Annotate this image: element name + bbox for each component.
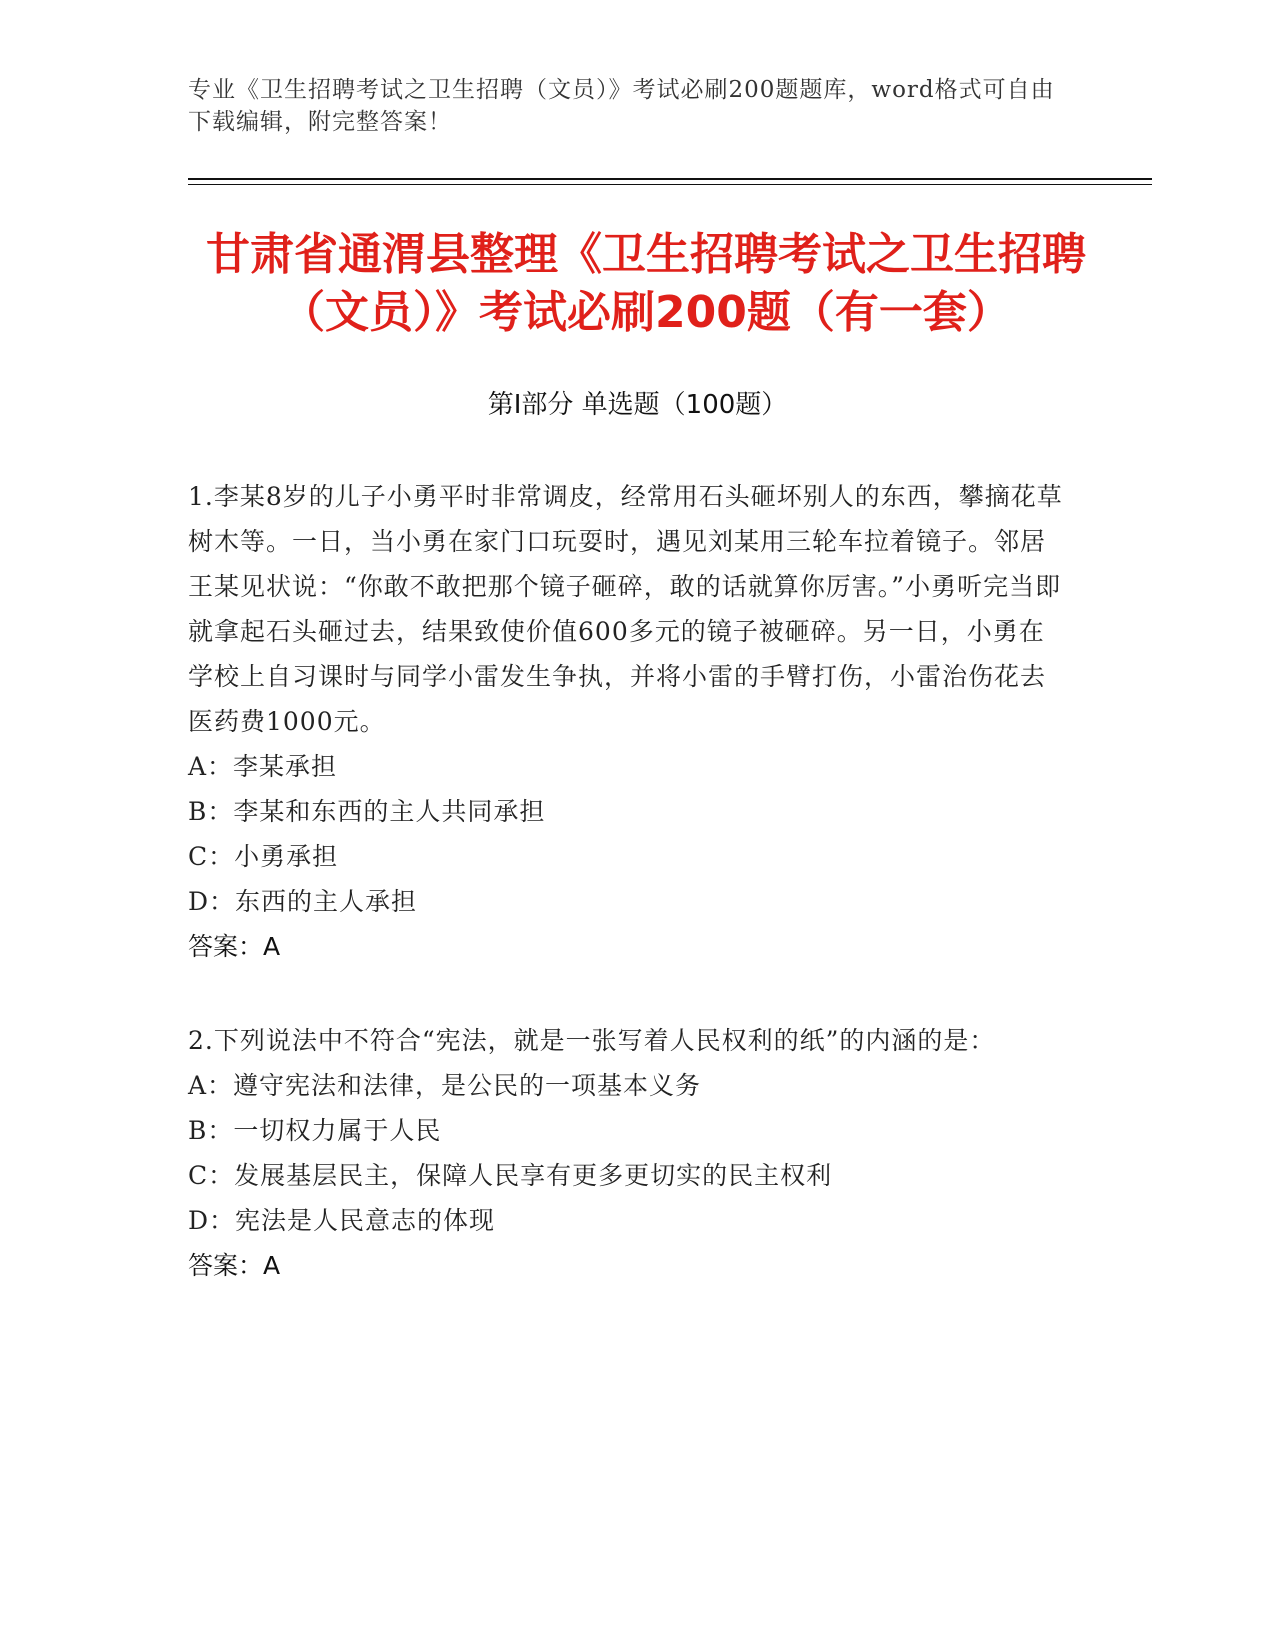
answer: 答案：A (188, 932, 281, 961)
option-c: C：小勇承担 (188, 842, 339, 871)
header-rule-thin (188, 184, 1152, 185)
section-heading: 第Ⅰ部分 单选题（100题） (487, 390, 788, 420)
question-1 (188, 474, 1064, 969)
question-2 (188, 1018, 1064, 1288)
document-title: 甘肃省通渭县整理《卫生招聘考试之卫生招聘（文员）》考试必刷200题（有一套） (206, 229, 1086, 338)
option-d: D：宪法是人民意志的体现 (188, 1206, 496, 1235)
option-d: D：东西的主人承担 (188, 887, 418, 916)
option-c: C：发展基层民主，保障人民享有更多更切实的民主权利 (188, 1161, 833, 1190)
question-stem: 1.李某8岁的儿子小勇平时非常调皮，经常用石头砸坏别人的东西，攀摘花草树木等。一日，当小勇在家门口玩耍时，遇见刘某用三轮车拉着镜子。邻居王某见状说：“你敢不敢把那个镜子砸碎，敢的话就算你厉害。”小勇听完当即就拿起石头砸过去，结果致使价值600多元的镜子被砸碎。另一日，小勇在学校上自习课时与同学小雷发生争执，并将小雷的手臂打伤，小雷治伤花去医药费1000元。 (188, 482, 1063, 736)
option-b: B：一切权力属于人民 (188, 1116, 442, 1145)
header-note: 专业《卫生招聘考试之卫生招聘（文员）》考试必刷200题题库，word格式可自由下载编辑，附完整答案！ (188, 77, 1055, 135)
question-stem: 2.下列说法中不符合“宪法，就是一张写着人民权利的纸”的内涵的是： (188, 1026, 996, 1055)
option-a: A：遵守宪法和法律，是公民的一项基本义务 (188, 1071, 702, 1100)
option-b: B：李某和东西的主人共同承担 (188, 797, 546, 826)
header-rule (188, 178, 1152, 180)
answer: 答案：A (188, 1251, 281, 1280)
option-a: A：李某承担 (188, 752, 338, 781)
